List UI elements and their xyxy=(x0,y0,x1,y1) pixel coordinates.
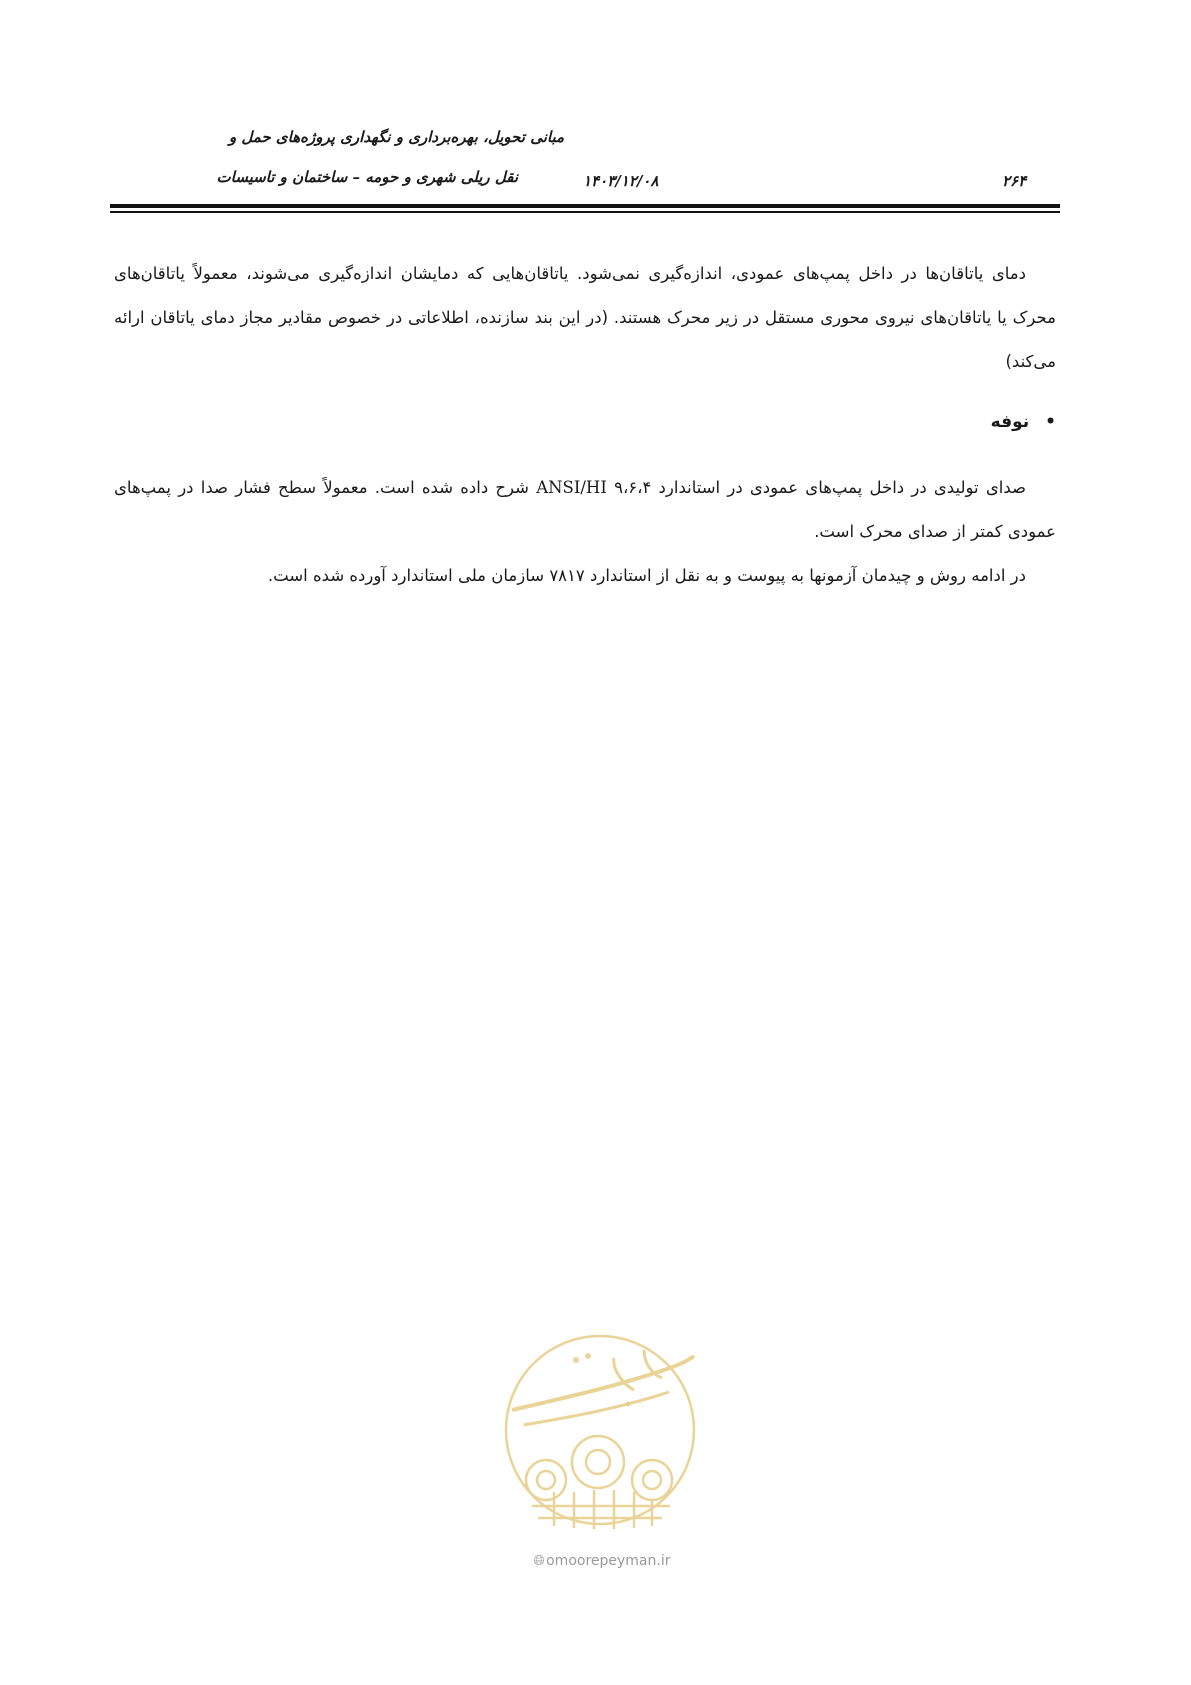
watermark-url xyxy=(502,1553,702,1569)
header-title-line2: نقل ریلی شهری و حومه – ساختمان و تاسیسات xyxy=(216,168,518,186)
paragraph-noise-part2: شرح داده شده است. معمولاً سطح فشار صدا در پمپ‌های عمودی کمتر از صدای محرک است. xyxy=(114,478,1056,541)
paragraph-noise xyxy=(114,466,1056,554)
watermark-url-text: omoorepeyman.ir xyxy=(546,1553,671,1569)
header-title-line1: مبانی تحویل، بهره‌برداری و نگهداری پروژه‌های حمل و xyxy=(228,128,564,146)
paragraph-bearing-temperature: دمای یاتاقان‌ها در داخل پمپ‌های عمودی، اندازه‌گیری نمی‌شود. یاتاقان‌هایی که دمایشان اندازه‌گیری می‌شوند، معمولاً یاتاقان‌های محرک یا یاتاقان‌های نیروی محوری مستقل در زیر محرک هستند. (در این بند سازنده، اطلاعاتی در خصوص مقادیر مجاز دمای یاتاقان ارائه می‌کند) xyxy=(114,264,1056,371)
header-date: ۱۴۰۳/۱۲/۰۸ xyxy=(583,172,659,190)
watermark-logo xyxy=(494,1330,706,1530)
header-rule-thick xyxy=(110,204,1060,208)
page-number: ۲۶۴ xyxy=(1002,172,1027,190)
section-heading-noise xyxy=(991,412,1056,432)
paragraph-test-methods: در ادامه روش و چیدمان آزمونها به پیوست و به نقل از استاندارد ۷۸۱۷ سازمان ملی استاندارد آورده شده است. xyxy=(267,566,1026,585)
heading-text: نوفه xyxy=(990,412,1030,432)
bullet-icon: • xyxy=(1045,412,1056,432)
paragraph-noise-part1: صدای تولیدی در داخل پمپ‌های عمودی در استاندارد ۹،۶،۴ xyxy=(606,478,1026,497)
header-rule-thin xyxy=(110,211,1060,213)
globe-icon: 🌐︎ xyxy=(533,1553,545,1569)
standard-name: ANSI/HI xyxy=(536,478,607,497)
